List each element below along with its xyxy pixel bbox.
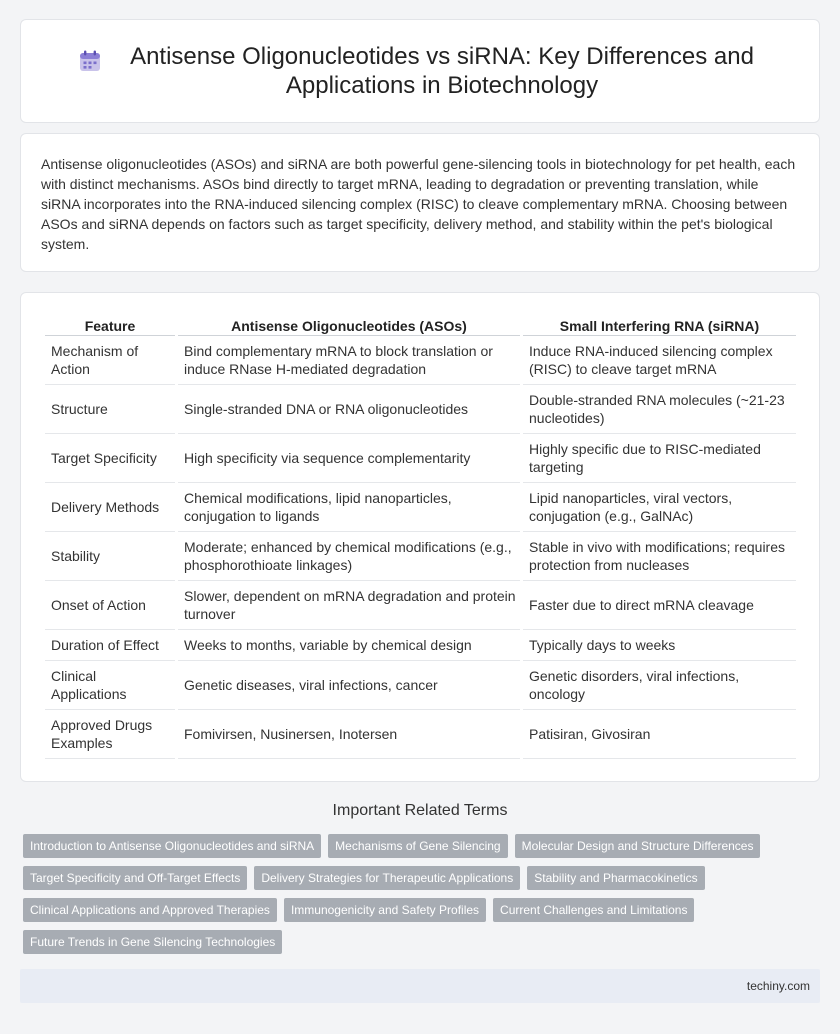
aso-cell: Moderate; enhanced by chemical modifications (e.g., phosphorothioate linkages) <box>178 532 520 581</box>
sirna-cell: Typically days to weeks <box>523 630 796 661</box>
related-term-tag[interactable]: Stability and Pharmacokinetics <box>527 866 704 890</box>
table-header-row <box>45 315 796 336</box>
sirna-cell: Induce RNA-induced silencing complex (RISC) to cleave target mRNA <box>523 336 796 385</box>
feature-cell: Mechanism of Action <box>45 336 175 385</box>
header-card <box>20 19 820 123</box>
table-row <box>45 385 796 434</box>
aso-cell: Single-stranded DNA or RNA oligonucleotides <box>178 385 520 434</box>
footer-brand-link[interactable]: techiny.com <box>746 979 810 993</box>
related-terms-tags <box>23 834 823 962</box>
sirna-cell: Genetic disorders, viral infections, oncology <box>523 661 796 710</box>
aso-cell: Chemical modifications, lipid nanoparticles, conjugation to ligands <box>178 483 520 532</box>
calendar-icon <box>78 49 102 73</box>
related-term-tag[interactable]: Mechanisms of Gene Silencing <box>328 834 507 858</box>
table-row <box>45 581 796 630</box>
aso-cell: Slower, dependent on mRNA degradation and protein turnover <box>178 581 520 630</box>
intro-paragraph: Antisense oligonucleotides (ASOs) and siRNA are both powerful gene-silencing tools in biotechnology for pet health, each with distinct mechanisms. ASOs bind directly to target mRNA, leading to degradation or preventing translation, while siRNA incorporates into the RNA-induced silencing complex (RISC) to cleave complementary mRNA. Choosing between ASOs and siRNA depends on factors such as target specificity, delivery method, and stability within the pet's biological system. <box>41 156 796 252</box>
related-term-tag[interactable]: Introduction to Antisense Oligonucleotides and siRNA <box>23 834 321 858</box>
feature-cell: Clinical Applications <box>45 661 175 710</box>
comparison-table <box>42 315 799 759</box>
sirna-cell: Stable in vivo with modifications; requires protection from nucleases <box>523 532 796 581</box>
aso-cell: High specificity via sequence complementarity <box>178 434 520 483</box>
related-term-tag[interactable]: Molecular Design and Structure Differences <box>515 834 761 858</box>
related-terms-heading: Important Related Terms <box>332 802 508 819</box>
feature-cell: Onset of Action <box>45 581 175 630</box>
aso-cell: Bind complementary mRNA to block translation or induce RNase H-mediated degradation <box>178 336 520 385</box>
page-title: Antisense Oligonucleotides vs siRNA: Key Differences and Applications in Biotechnology <box>130 43 754 99</box>
table-row <box>45 630 796 661</box>
aso-cell: Weeks to months, variable by chemical design <box>178 630 520 661</box>
sirna-cell: Lipid nanoparticles, viral vectors, conjugation (e.g., GalNAc) <box>523 483 796 532</box>
related-term-tag[interactable]: Future Trends in Gene Silencing Technologies <box>23 930 282 954</box>
feature-cell: Target Specificity <box>45 434 175 483</box>
table-row <box>45 661 796 710</box>
feature-cell: Delivery Methods <box>45 483 175 532</box>
aso-cell: Genetic diseases, viral infections, cancer <box>178 661 520 710</box>
table-row <box>45 336 796 385</box>
sirna-cell: Faster due to direct mRNA cleavage <box>523 581 796 630</box>
related-term-tag[interactable]: Current Challenges and Limitations <box>493 898 694 922</box>
related-term-tag[interactable]: Immunogenicity and Safety Profiles <box>284 898 486 922</box>
column-header: Feature <box>45 315 175 336</box>
related-term-tag[interactable]: Clinical Applications and Approved Therapies <box>23 898 277 922</box>
feature-cell: Stability <box>45 532 175 581</box>
sirna-cell: Patisiran, Givosiran <box>523 710 796 759</box>
footer <box>20 969 820 1003</box>
comparison-table-card <box>20 292 820 782</box>
related-term-tag[interactable]: Target Specificity and Off-Target Effects <box>23 866 247 890</box>
feature-cell: Duration of Effect <box>45 630 175 661</box>
table-row <box>45 532 796 581</box>
feature-cell: Structure <box>45 385 175 434</box>
table-row <box>45 483 796 532</box>
table-row <box>45 434 796 483</box>
table-row <box>45 710 796 759</box>
sirna-cell: Double-stranded RNA molecules (~21-23 nucleotides) <box>523 385 796 434</box>
aso-cell: Fomivirsen, Nusinersen, Inotersen <box>178 710 520 759</box>
feature-cell: Approved Drugs Examples <box>45 710 175 759</box>
sirna-cell: Highly specific due to RISC-mediated targeting <box>523 434 796 483</box>
column-header: Antisense Oligonucleotides (ASOs) <box>178 315 520 336</box>
column-header: Small Interfering RNA (siRNA) <box>523 315 796 336</box>
intro-card <box>20 133 820 272</box>
related-term-tag[interactable]: Delivery Strategies for Therapeutic Applications <box>254 866 520 890</box>
